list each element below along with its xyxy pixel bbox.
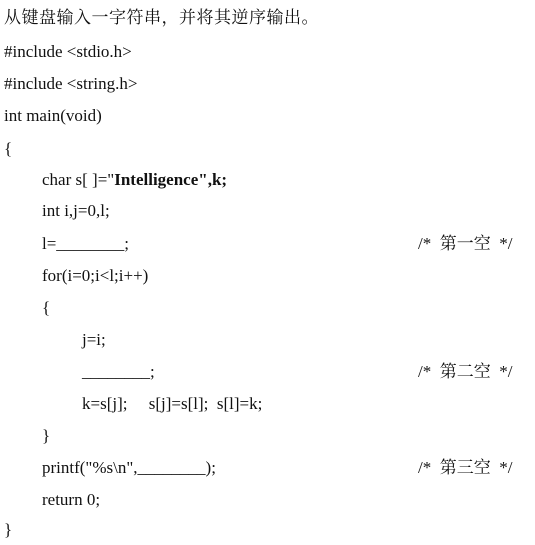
code-blank-one: l=________;: [42, 234, 130, 253]
code-swap: k=s[j]; s[j]=s[l]; s[l]=k;: [82, 394, 263, 413]
char-prefix: char s[ ]=": [42, 170, 115, 189]
code-for-close-brace: }: [42, 426, 51, 445]
code-include-stdio: #include <stdio.h>: [4, 42, 132, 61]
char-suffix: ",k;: [198, 170, 228, 189]
code-char-declaration: [42, 170, 227, 190]
code-main-signature: int main(void): [4, 106, 102, 125]
code-blank-three: printf("%s\n",________);: [42, 458, 216, 477]
string-literal: Intelligence: [114, 170, 199, 189]
code-j-assign: j=i;: [82, 330, 106, 349]
code-return: return 0;: [42, 490, 101, 509]
code-for-statement: for(i=0;i<l;i++): [42, 266, 149, 285]
code-int-declaration: int i,j=0,l;: [42, 201, 110, 220]
problem-statement: 从键盘输入一字符串，并将其逆序输出。: [4, 8, 319, 27]
code-include-string: #include <string.h>: [4, 74, 138, 93]
code-blank-two: ________;: [82, 362, 155, 381]
code-open-brace: {: [4, 139, 13, 158]
code-close-brace: }: [4, 520, 13, 539]
comment-blank-two: /* 第二空 */: [418, 362, 513, 381]
comment-blank-three: /* 第三空 */: [418, 458, 513, 477]
code-for-open-brace: {: [42, 298, 51, 317]
comment-blank-one: /* 第一空 */: [418, 234, 513, 253]
